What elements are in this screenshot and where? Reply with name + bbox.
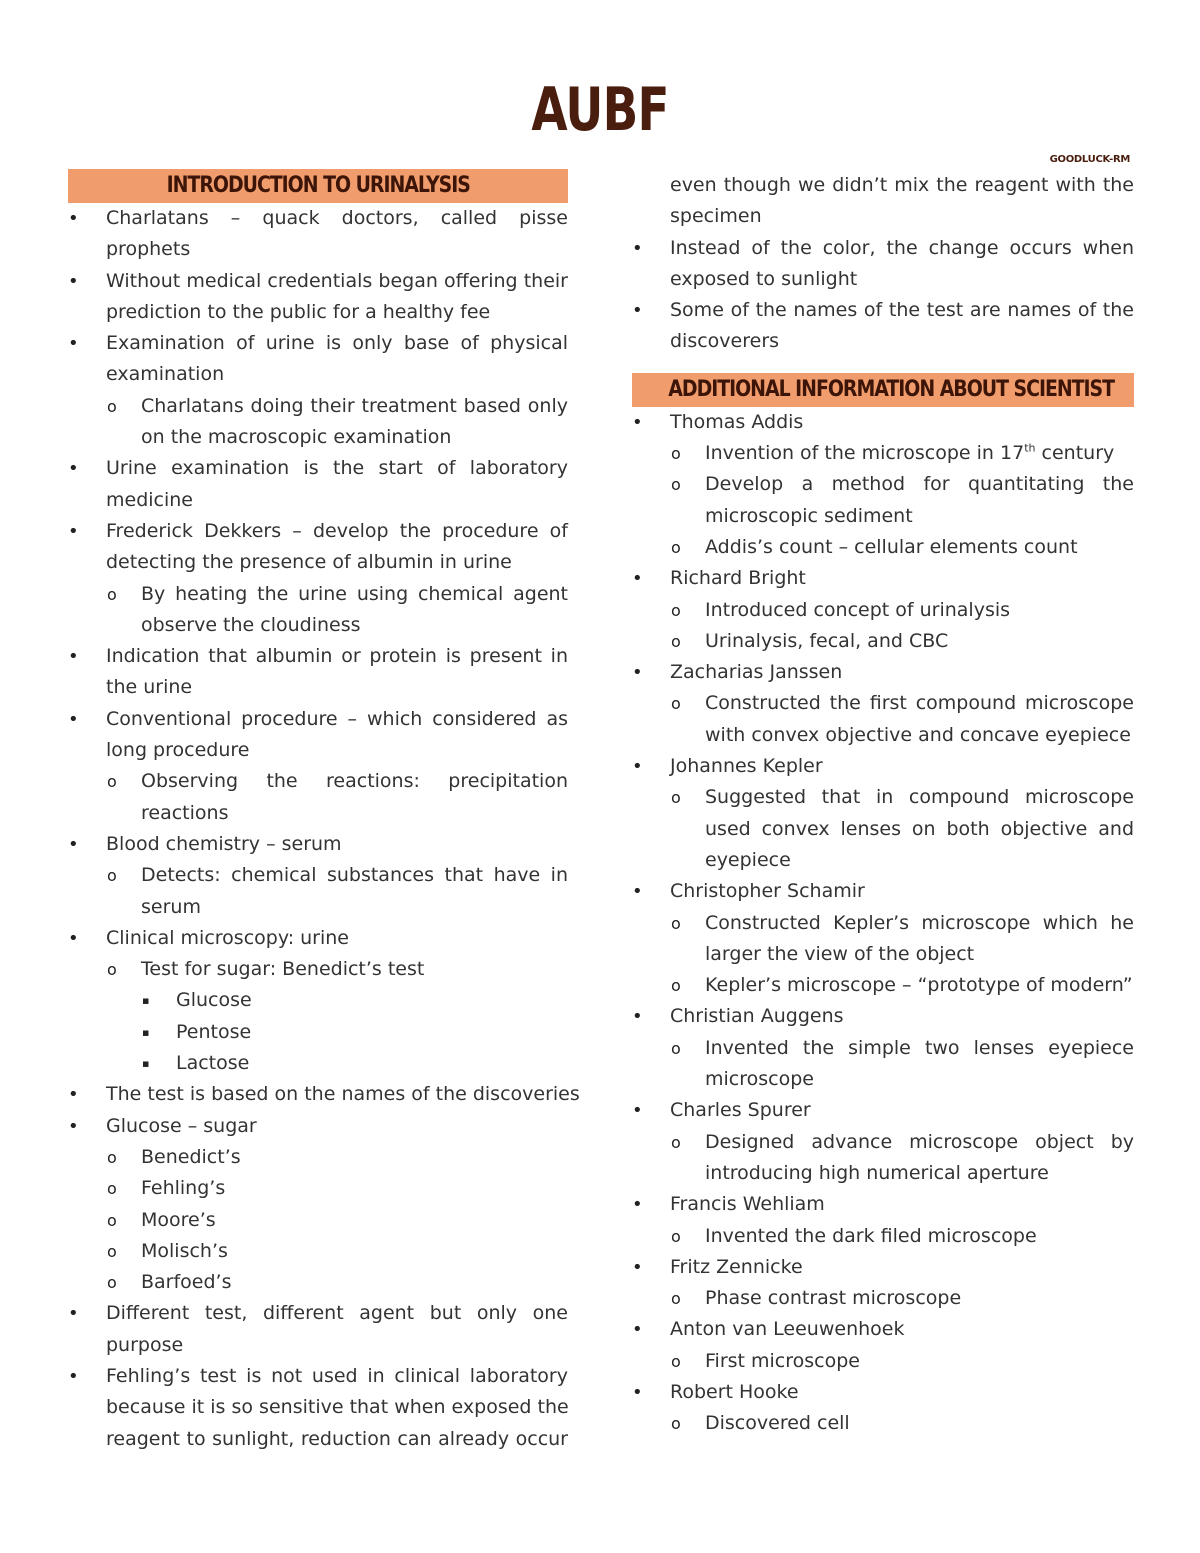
bullet-circle-icon: o (107, 1241, 117, 1261)
item-text: reagent to sunlight, reduction can already occur (106, 1427, 568, 1450)
section-spacer (632, 358, 1134, 373)
bullet-dot-icon: • (68, 520, 79, 542)
bullet-item (632, 1346, 1134, 1377)
bullet-dot-icon: • (68, 708, 79, 730)
item-text: Robert Hooke (670, 1380, 799, 1403)
item-text: Frederick Dekkers – develop the procedure of (106, 519, 568, 542)
bullet-item (632, 688, 1134, 719)
bullet-item (68, 766, 568, 797)
bullet-continuation-line (68, 892, 568, 923)
item-text: Fehling’s (141, 1177, 226, 1200)
bullet-item (68, 453, 568, 484)
item-text: Moore’s (141, 1208, 216, 1231)
bullet-continuation-line (632, 845, 1134, 876)
item-text: Indication that albumin or protein is present in (106, 645, 568, 668)
bullet-item (68, 1173, 568, 1204)
bullet-circle-icon: o (671, 1038, 681, 1058)
bullet-item (632, 407, 1134, 438)
bullet-dot-icon: • (632, 1100, 643, 1122)
item-text: Clinical microscopy: urine (106, 926, 350, 949)
item-text: with convex objective and concave eyepiece (705, 723, 1131, 746)
bullet-circle-icon: o (107, 1179, 117, 1199)
bullet-item (68, 829, 568, 860)
bullet-circle-icon: o (671, 788, 681, 808)
bullet-dot-icon: • (68, 1365, 79, 1387)
item-text: Johannes Kepler (670, 755, 823, 778)
item-text: Charlatans – quack doctors, called pisse (106, 207, 568, 229)
bullet-item (632, 1095, 1134, 1126)
bullet-continuation-line (632, 939, 1134, 970)
bullet-circle-icon: o (671, 475, 681, 495)
bullet-circle-icon: o (671, 444, 681, 464)
item-text: Zacharias Janssen (670, 661, 843, 684)
bullet-item (68, 1236, 568, 1267)
item-text: Urinalysis, fecal, and CBC (705, 629, 949, 652)
item-text: Charles Spurer (670, 1099, 811, 1122)
item-text: Detects: chemical substances that have in (141, 864, 568, 887)
bullet-item (632, 1314, 1134, 1345)
bullet-continuation-line (68, 359, 568, 390)
item-text: introducing high numerical aperture (705, 1161, 1049, 1184)
bullet-dot-icon: • (68, 458, 79, 480)
bullet-continuation-line (68, 234, 568, 265)
item-text: even though we didn’t mix the reagent with the (670, 174, 1134, 196)
bullet-circle-icon: o (671, 976, 681, 996)
bullet-item (632, 1189, 1134, 1220)
bullet-item (68, 923, 568, 954)
bullet-circle-icon: o (107, 960, 117, 980)
bullet-circle-icon: o (671, 600, 681, 620)
item-text: Conventional procedure – which considered as (106, 707, 568, 730)
bullet-continuation-line (68, 1330, 568, 1361)
bullet-continuation-line (632, 501, 1134, 532)
item-text: larger the view of the object (705, 942, 975, 965)
bullet-item (632, 233, 1134, 264)
item-text: Francis Wehliam (670, 1193, 825, 1216)
bullet-item (632, 908, 1134, 939)
bullet-circle-icon: o (671, 537, 681, 557)
item-text: Thomas Addis (670, 410, 804, 433)
item-text: Discovered cell (705, 1412, 850, 1435)
bullet-item (632, 626, 1134, 657)
bullet-item (68, 704, 568, 735)
bullet-dot-icon: • (632, 237, 643, 259)
bullet-circle-icon: o (107, 866, 117, 886)
bullet-square-icon: ▪ (142, 1057, 150, 1071)
bullet-dot-icon: • (632, 881, 643, 903)
bullet-item (632, 782, 1134, 813)
bullet-item (68, 516, 568, 547)
section-header-urinalysis: INTRODUCTION TO URINALYSIS (68, 169, 568, 203)
bullet-item (632, 876, 1134, 907)
bullet-dot-icon: • (68, 270, 79, 292)
item-text: Urine examination is the start of laboratory (106, 457, 568, 480)
bullet-continuation-line (632, 201, 1134, 232)
continued-notes-list (632, 170, 1134, 358)
item-text: the urine (106, 676, 193, 699)
bullet-item (632, 595, 1134, 626)
bullet-item (68, 1205, 568, 1236)
item-text: By heating the urine using chemical agent (141, 582, 568, 605)
item-text: because it is so sensitive that when exposed the (106, 1396, 569, 1419)
bullet-circle-icon: o (107, 1147, 117, 1167)
bullet-item (68, 1361, 568, 1392)
bullet-circle-icon: o (107, 396, 117, 416)
item-text: Invented the simple two lenses eyepiece (705, 1036, 1134, 1059)
item-text: exposed to sunlight (670, 267, 858, 290)
bullet-item (68, 203, 568, 234)
bullet-item (68, 954, 568, 985)
left-column (68, 169, 580, 1455)
bullet-item (632, 1221, 1134, 1252)
item-text: Glucose (176, 989, 252, 1012)
bullet-continuation-line (632, 326, 1134, 357)
item-text: Constructed Kepler’s microscope which he (705, 911, 1134, 934)
item-text: Phase contrast microscope (705, 1287, 962, 1310)
item-text: Christian Auggens (670, 1005, 844, 1028)
item-text: eyepiece (705, 848, 791, 871)
bullet-item (68, 391, 568, 422)
bullet-continuation-line (68, 1424, 568, 1455)
bullet-circle-icon: o (671, 913, 681, 933)
bullet-dot-icon: • (632, 300, 643, 322)
item-text: Christopher Schamir (670, 880, 865, 903)
item-text: prediction to the public for a healthy fee (106, 300, 491, 323)
bullet-continuation-line (68, 422, 568, 453)
item-text: Different test, different agent but only one (106, 1302, 568, 1325)
bullet-item (632, 657, 1134, 688)
bullet-item (632, 295, 1134, 326)
bullet-circle-icon: o (671, 1289, 681, 1309)
bullet-continuation-line (632, 720, 1134, 751)
bullet-item (68, 1267, 568, 1298)
item-text: Pentose (176, 1020, 252, 1043)
section-header-scientists: ADDITIONAL INFORMATION ABOUT SCIENTIST (632, 373, 1134, 407)
bullet-continuation-line (632, 1158, 1134, 1189)
bullet-dot-icon: • (68, 1084, 79, 1106)
bullet-continuation-line (68, 672, 568, 703)
bullet-item (632, 970, 1134, 1001)
bullet-continuation-line (68, 610, 568, 641)
bullet-square-icon: ▪ (142, 1025, 150, 1039)
bullet-dot-icon: • (68, 833, 79, 855)
item-text: microscope (705, 1068, 814, 1091)
bullet-circle-icon: o (107, 584, 117, 604)
item-text: Invented the dark filed microscope (705, 1224, 1037, 1247)
item-text: Test for sugar: Benedict’s test (141, 958, 425, 981)
bullet-item (632, 438, 1134, 469)
bullet-item (632, 1377, 1134, 1408)
bullet-dot-icon: • (632, 1319, 643, 1341)
bullet-item (68, 1079, 580, 1110)
item-text: purpose (106, 1333, 184, 1356)
bullet-item (68, 1017, 568, 1048)
bullet-circle-icon: o (671, 631, 681, 651)
bullet-dot-icon: • (68, 646, 79, 668)
item-text: Instead of the color, the change occurs when (670, 236, 1134, 259)
bullet-dot-icon: • (632, 568, 643, 590)
bullet-item (632, 1408, 1134, 1439)
item-text: Molisch’s (141, 1239, 228, 1262)
bullet-item (632, 1033, 1134, 1064)
bullet-dot-icon: • (632, 662, 643, 684)
item-text: medicine (106, 488, 193, 511)
bullet-item (68, 1048, 568, 1079)
item-text: Some of the names of the test are names of the (670, 299, 1134, 322)
bullet-dot-icon: • (632, 1194, 643, 1216)
item-text: Addis’s count – cellular elements count (705, 535, 1078, 558)
item-text: Richard Bright (670, 567, 806, 590)
bullet-item (632, 532, 1134, 563)
bullet-circle-icon: o (671, 1414, 681, 1434)
item-text: Observing the reactions: precipitation (141, 770, 568, 793)
bullet-continuation-line (68, 1392, 568, 1423)
item-text: used convex lenses on both objective and (705, 817, 1134, 840)
bullet-item (68, 328, 568, 359)
bullet-circle-icon: o (107, 772, 117, 792)
bullet-continuation-line (632, 814, 1134, 845)
item-text: Develop a method for quantitating the (705, 473, 1134, 496)
item-text: Fritz Zennicke (670, 1255, 803, 1278)
superscript-text: th (1024, 441, 1036, 455)
bullet-item (68, 579, 568, 610)
item-text: microscopic sediment (705, 504, 913, 527)
bullet-continuation-line (68, 297, 568, 328)
item-text: Charlatans doing their treatment based only (141, 394, 568, 417)
scientist-notes-list (632, 407, 1134, 1440)
item-text: on the macroscopic examination (141, 426, 452, 449)
bullet-continuation-line (632, 264, 1134, 295)
bullet-item (632, 563, 1134, 594)
bullet-dot-icon: • (68, 208, 79, 229)
item-text: Barfoed’s (141, 1271, 232, 1294)
item-text: Designed advance microscope object by (705, 1130, 1134, 1153)
bullet-item (68, 641, 568, 672)
bullet-continuation-line (632, 1064, 1134, 1095)
bullet-dot-icon: • (632, 1256, 643, 1278)
bullet-circle-icon: o (671, 1226, 681, 1246)
item-text: examination (106, 363, 225, 386)
bullet-continuation-line (68, 547, 568, 578)
item-text-suffix: century (1035, 442, 1115, 465)
bullet-circle-icon: o (671, 694, 681, 714)
bullet-item (632, 1252, 1134, 1283)
bullet-circle-icon: o (107, 1210, 117, 1230)
bullet-item (632, 1283, 1134, 1314)
bullet-dot-icon: • (68, 927, 79, 949)
bullet-dot-icon: • (632, 1381, 643, 1403)
item-text: prophets (106, 238, 191, 261)
item-text: The test is based on the names of the discoveries (106, 1083, 580, 1106)
item-text: detecting the presence of albumin in urine (106, 551, 512, 574)
bullet-item (632, 1001, 1134, 1032)
bullet-dot-icon: • (632, 1006, 643, 1028)
right-column (632, 170, 1134, 1440)
item-text: Glucose – sugar (106, 1114, 257, 1137)
bullet-continuation-line (68, 798, 568, 829)
item-text: long procedure (106, 739, 250, 762)
item-text: Without medical credentials began offering their (106, 269, 568, 292)
item-text: First microscope (705, 1349, 860, 1372)
bullet-item (632, 751, 1134, 782)
bullet-item (68, 1298, 568, 1329)
bullet-dot-icon: • (632, 756, 643, 778)
bullet-item (68, 860, 568, 891)
item-text: Lactose (176, 1052, 250, 1075)
bullet-item (68, 266, 568, 297)
bullet-item (68, 985, 568, 1016)
bullet-item (68, 1142, 568, 1173)
item-text: discoverers (670, 330, 780, 353)
item-text: Introduced concept of urinalysis (705, 598, 1011, 621)
bullet-circle-icon: o (107, 1273, 117, 1293)
bullet-continuation-line (632, 170, 1134, 201)
bullet-circle-icon: o (671, 1351, 681, 1371)
bullet-square-icon: ▪ (142, 994, 150, 1008)
item-text: Anton van Leeuwenhoek (670, 1318, 905, 1341)
bullet-dot-icon: • (68, 333, 79, 355)
bullet-item (632, 1127, 1134, 1158)
bullet-item (632, 469, 1134, 500)
item-text: observe the cloudiness (141, 613, 361, 636)
bullet-dot-icon: • (68, 1115, 79, 1137)
bullet-continuation-line (68, 735, 568, 766)
urinalysis-notes-list (68, 203, 580, 1455)
item-text: specimen (670, 205, 762, 228)
item-text: reactions (141, 801, 229, 824)
page-title: AUBF (531, 75, 669, 145)
item-text: Fehling’s test is not used in clinical laboratory (106, 1364, 568, 1387)
item-text: Blood chemistry – serum (106, 832, 342, 855)
item-text: Kepler’s microscope – “prototype of modern” (705, 974, 1133, 997)
item-text: serum (141, 895, 201, 918)
item-text: Examination of urine is only base of physical (106, 332, 568, 355)
bullet-dot-icon: • (68, 1303, 79, 1325)
bullet-dot-icon: • (632, 411, 643, 433)
bullet-item (68, 1111, 568, 1142)
item-text: Invention of the microscope in 17 (705, 442, 1025, 465)
item-text: Constructed the first compound microscope (705, 692, 1134, 715)
item-text: Benedict’s (141, 1145, 241, 1168)
author-signature: GOODLUCK-RM (1049, 154, 1130, 165)
item-text: Suggested that in compound microscope (705, 786, 1134, 809)
bullet-circle-icon: o (671, 1132, 681, 1152)
bullet-continuation-line (68, 485, 568, 516)
